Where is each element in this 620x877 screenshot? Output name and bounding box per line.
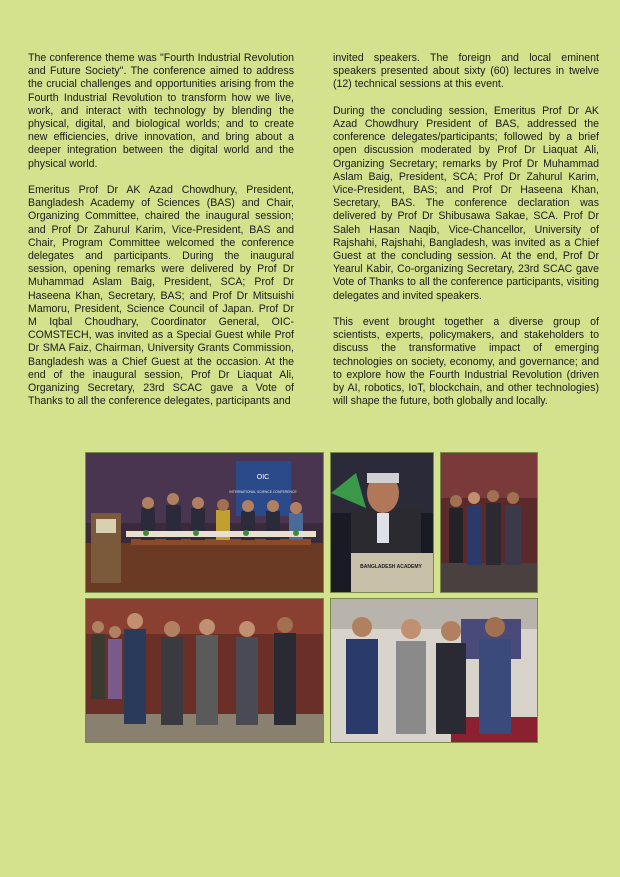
photo-group-small: [440, 452, 538, 593]
paragraph-summary: This event brought together a diverse group of scientists, experts, policymakers, and stakeholders to discuss the transformative impact of emerging technologies on society, economy, and governance; and to explore how the Fourth Industrial Revolution (driven by AI, robotics, IoT, blockchain, and other technologies) will shape the future, both globally and locally.: [333, 316, 599, 408]
photo-group-large: [85, 598, 324, 743]
paragraph-inaugural: Emeritus Prof Dr AK Azad Chowdhury, President, Bangladesh Academy of Sciences (BAS) and Chair, Organizing Committee, chaired the inaugural session; and Prof Dr Zahurul Karim, Vice-President, BAS and Chair, Program Committee welcomed the conference delegates and participants. During the inaugural session, opening remarks were delivered by Prof Dr Muhammad Aslam Baig, President, SCA; Prof Dr Haseena Khan, Secretary, BAS; and Prof Dr Mitsuishi Mamoru, President, Science Council of Japan. Prof Dr M Iqbal Choudhary, Coordinator General, OIC-COMSTECH, was invited as a Special Guest while Prof Dr SMA Faiz, Chairman, University Grants Commission, Bangladesh was a Chief Guest at the occasion. At the end of the inaugural session, Prof Dr Liaquat Ali, Organizing Secretary, 23rd SCAC gave a Vote of Thanks to all the conference delegates, participants and: [28, 184, 294, 408]
photo-stage-panel: [85, 452, 324, 593]
photo-four-delegates: [330, 598, 538, 743]
paragraph-speakers: invited speakers. The foreign and local eminent speakers presented about sixty (60) lectures in twelve (12) technical sessions at this event.: [333, 52, 599, 91]
podium-sign-text: BANGLADESH ACADEMY: [360, 564, 422, 570]
photo-speaker-podium: [330, 452, 434, 593]
paragraph-concluding: During the concluding session, Emeritus Prof Dr AK Azad Chowdhury President of BAS, addressed the conference delegates/participants; followed by a brief open discussion moderated by Prof Dr Liaquat Ali, Organizing Secretary; remarks by Prof Dr Muhammad Aslam Baig, President, SCA; Prof Dr Zahurul Karim, Vice-President, BAS; and Prof Dr Haseena Khan, Secretary, BAS. The conference declaration was delivered by Prof Dr Shibusawa Sakae, SCA. Prof Dr Saleh Hasan Naqib, Vice-Chancellor, University of Rajshahi, Rajshahi, Bangladesh, was invited as a Chief Guest at the concluding session. At the end, Prof Dr Yearul Kabir, Co-organizing Secretary, 23rd SCAC gave Vote of Thanks to all the conference participants, visiting delegates and invited speakers.: [333, 104, 599, 302]
banner-logo-text: OIC: [256, 474, 270, 481]
right-text-column: [333, 52, 599, 422]
paragraph-theme: The conference theme was "Fourth Industrial Revolution and Future Society". The conference aimed to address the crucial challenges and opportunities arising from the Fourth Industrial Revolution to transform how we live, work, and interact with technology by blending the physical, digital, and biological worlds; and to create new efficiencies, drive innovation, and bring about a deeper integration between the digital world and the physical world.: [28, 52, 294, 170]
banner-text: INTERNATIONAL SCIENCE CONFERENCE: [229, 490, 297, 494]
left-text-column: [28, 52, 294, 422]
